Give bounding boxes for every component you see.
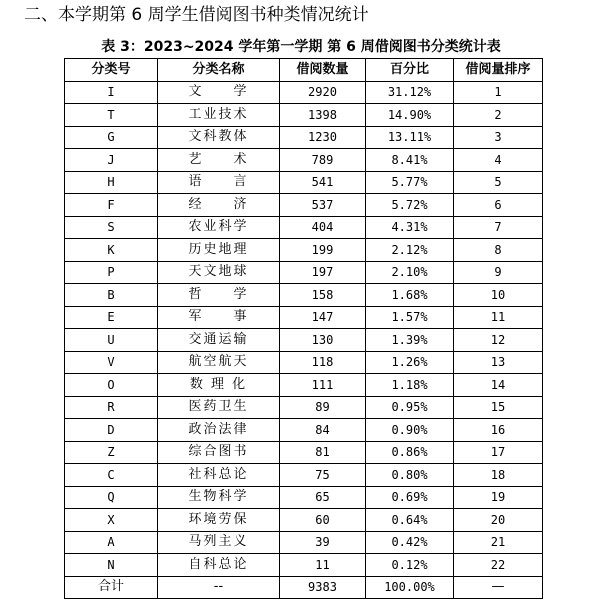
cell-name: 政治法律 [158, 419, 280, 442]
cell-name: 工业技术 [158, 104, 280, 127]
header-name: 分类名称 [158, 59, 280, 82]
table-row [65, 554, 543, 577]
cell-count: 158 [280, 284, 366, 307]
cell-name: 社科总论 [158, 464, 280, 487]
cell-count: 130 [280, 329, 366, 352]
cell-rank: 8 [454, 239, 543, 262]
header-code: 分类号 [65, 59, 158, 82]
cell-code: U [65, 329, 158, 352]
cell-count: 65 [280, 486, 366, 509]
cell-code: V [65, 351, 158, 374]
cell-percent: 4.31% [366, 216, 454, 239]
table-row [65, 261, 543, 284]
cell-count: 1230 [280, 126, 366, 149]
cell-count: 2920 [280, 81, 366, 104]
total-count: 9383 [280, 576, 366, 599]
table-row [65, 171, 543, 194]
cell-code: K [65, 239, 158, 262]
cell-count: 404 [280, 216, 366, 239]
table-row [65, 239, 543, 262]
table-row [65, 374, 543, 397]
table-row [65, 351, 543, 374]
cell-code: Q [65, 486, 158, 509]
cell-code: D [65, 419, 158, 442]
table-row [65, 441, 543, 464]
cell-name: 经 济 [158, 194, 280, 217]
cell-rank: 7 [454, 216, 543, 239]
cell-percent: 13.11% [366, 126, 454, 149]
cell-name: 医药卫生 [158, 396, 280, 419]
cell-name: 哲 学 [158, 284, 280, 307]
table-row [65, 149, 543, 172]
cell-rank: 11 [454, 306, 543, 329]
cell-rank: 22 [454, 554, 543, 577]
cell-code: T [65, 104, 158, 127]
cell-name: 环境劳保 [158, 509, 280, 532]
cell-percent: 1.26% [366, 351, 454, 374]
table-row [65, 486, 543, 509]
table-row [65, 419, 543, 442]
cell-count: 111 [280, 374, 366, 397]
cell-rank: 20 [454, 509, 543, 532]
borrowing-stats-table [64, 58, 543, 599]
cell-code: S [65, 216, 158, 239]
cell-percent: 0.12% [366, 554, 454, 577]
cell-name: 农业科学 [158, 216, 280, 239]
cell-rank: 2 [454, 104, 543, 127]
total-percent: 100.00% [366, 576, 454, 599]
cell-rank: 18 [454, 464, 543, 487]
cell-percent: 2.12% [366, 239, 454, 262]
table-header-row [65, 59, 543, 82]
cell-code: H [65, 171, 158, 194]
cell-percent: 1.57% [366, 306, 454, 329]
cell-count: 89 [280, 396, 366, 419]
cell-code: F [65, 194, 158, 217]
table-row [65, 531, 543, 554]
cell-percent: 14.90% [366, 104, 454, 127]
cell-percent: 0.95% [366, 396, 454, 419]
cell-rank: 17 [454, 441, 543, 464]
cell-count: 147 [280, 306, 366, 329]
cell-percent: 0.42% [366, 531, 454, 554]
cell-percent: 0.80% [366, 464, 454, 487]
cell-code: J [65, 149, 158, 172]
table-row [65, 284, 543, 307]
cell-code: X [65, 509, 158, 532]
table-row [65, 329, 543, 352]
cell-count: 537 [280, 194, 366, 217]
cell-percent: 2.10% [366, 261, 454, 284]
cell-code: O [65, 374, 158, 397]
table-caption: 表 3：2023~2024 学年第一学期 第 6 周借阅图书分类统计表 [101, 39, 501, 55]
cell-rank: 15 [454, 396, 543, 419]
table-row [65, 464, 543, 487]
cell-name: 生物科学 [158, 486, 280, 509]
header-rank: 借阅量排序 [454, 59, 543, 82]
cell-name: 文 学 [158, 81, 280, 104]
cell-percent: 5.77% [366, 171, 454, 194]
cell-name: 艺 术 [158, 149, 280, 172]
table-row [65, 194, 543, 217]
cell-code: Z [65, 441, 158, 464]
cell-code: I [65, 81, 158, 104]
cell-rank: 19 [454, 486, 543, 509]
cell-name: 历史地理 [158, 239, 280, 262]
cell-rank: 13 [454, 351, 543, 374]
total-rank: — [454, 576, 543, 599]
cell-count: 75 [280, 464, 366, 487]
header-percent: 百分比 [366, 59, 454, 82]
cell-name: 马列主义 [158, 531, 280, 554]
cell-name: 文科教体 [158, 126, 280, 149]
cell-count: 789 [280, 149, 366, 172]
cell-rank: 5 [454, 171, 543, 194]
cell-rank: 12 [454, 329, 543, 352]
cell-count: 39 [280, 531, 366, 554]
cell-name: 航空航天 [158, 351, 280, 374]
total-label: 合计 [65, 576, 158, 599]
cell-percent: 1.18% [366, 374, 454, 397]
cell-rank: 9 [454, 261, 543, 284]
cell-rank: 16 [454, 419, 543, 442]
cell-percent: 31.12% [366, 81, 454, 104]
cell-name: 数 理 化 [158, 374, 280, 397]
cell-rank: 14 [454, 374, 543, 397]
table-row [65, 126, 543, 149]
cell-name: 天文地球 [158, 261, 280, 284]
cell-count: 81 [280, 441, 366, 464]
cell-count: 541 [280, 171, 366, 194]
cell-count: 118 [280, 351, 366, 374]
cell-name: 交通运输 [158, 329, 280, 352]
cell-count: 60 [280, 509, 366, 532]
cell-rank: 6 [454, 194, 543, 217]
table-row [65, 81, 543, 104]
cell-code: P [65, 261, 158, 284]
cell-code: G [65, 126, 158, 149]
cell-count: 1398 [280, 104, 366, 127]
table-row [65, 216, 543, 239]
cell-name: 自科总论 [158, 554, 280, 577]
total-name: -- [158, 576, 280, 599]
total-row [65, 576, 543, 599]
cell-rank: 3 [454, 126, 543, 149]
cell-percent: 0.90% [366, 419, 454, 442]
cell-percent: 0.69% [366, 486, 454, 509]
table-row [65, 396, 543, 419]
cell-code: B [65, 284, 158, 307]
cell-percent: 5.72% [366, 194, 454, 217]
cell-count: 11 [280, 554, 366, 577]
table-row [65, 104, 543, 127]
cell-code: N [65, 554, 158, 577]
cell-count: 199 [280, 239, 366, 262]
cell-percent: 1.68% [366, 284, 454, 307]
cell-rank: 1 [454, 81, 543, 104]
cell-name: 综合图书 [158, 441, 280, 464]
cell-count: 197 [280, 261, 366, 284]
cell-percent: 0.86% [366, 441, 454, 464]
cell-percent: 1.39% [366, 329, 454, 352]
cell-rank: 10 [454, 284, 543, 307]
cell-code: R [65, 396, 158, 419]
cell-rank: 4 [454, 149, 543, 172]
cell-count: 84 [280, 419, 366, 442]
cell-code: E [65, 306, 158, 329]
cell-code: A [65, 531, 158, 554]
section-heading: 二、本学期第 6 周学生借阅图书种类情况统计 [24, 5, 369, 25]
header-count: 借阅数量 [280, 59, 366, 82]
cell-percent: 8.41% [366, 149, 454, 172]
cell-percent: 0.64% [366, 509, 454, 532]
cell-rank: 21 [454, 531, 543, 554]
table-row [65, 509, 543, 532]
cell-code: C [65, 464, 158, 487]
cell-name: 语 言 [158, 171, 280, 194]
table-row [65, 306, 543, 329]
cell-name: 军 事 [158, 306, 280, 329]
